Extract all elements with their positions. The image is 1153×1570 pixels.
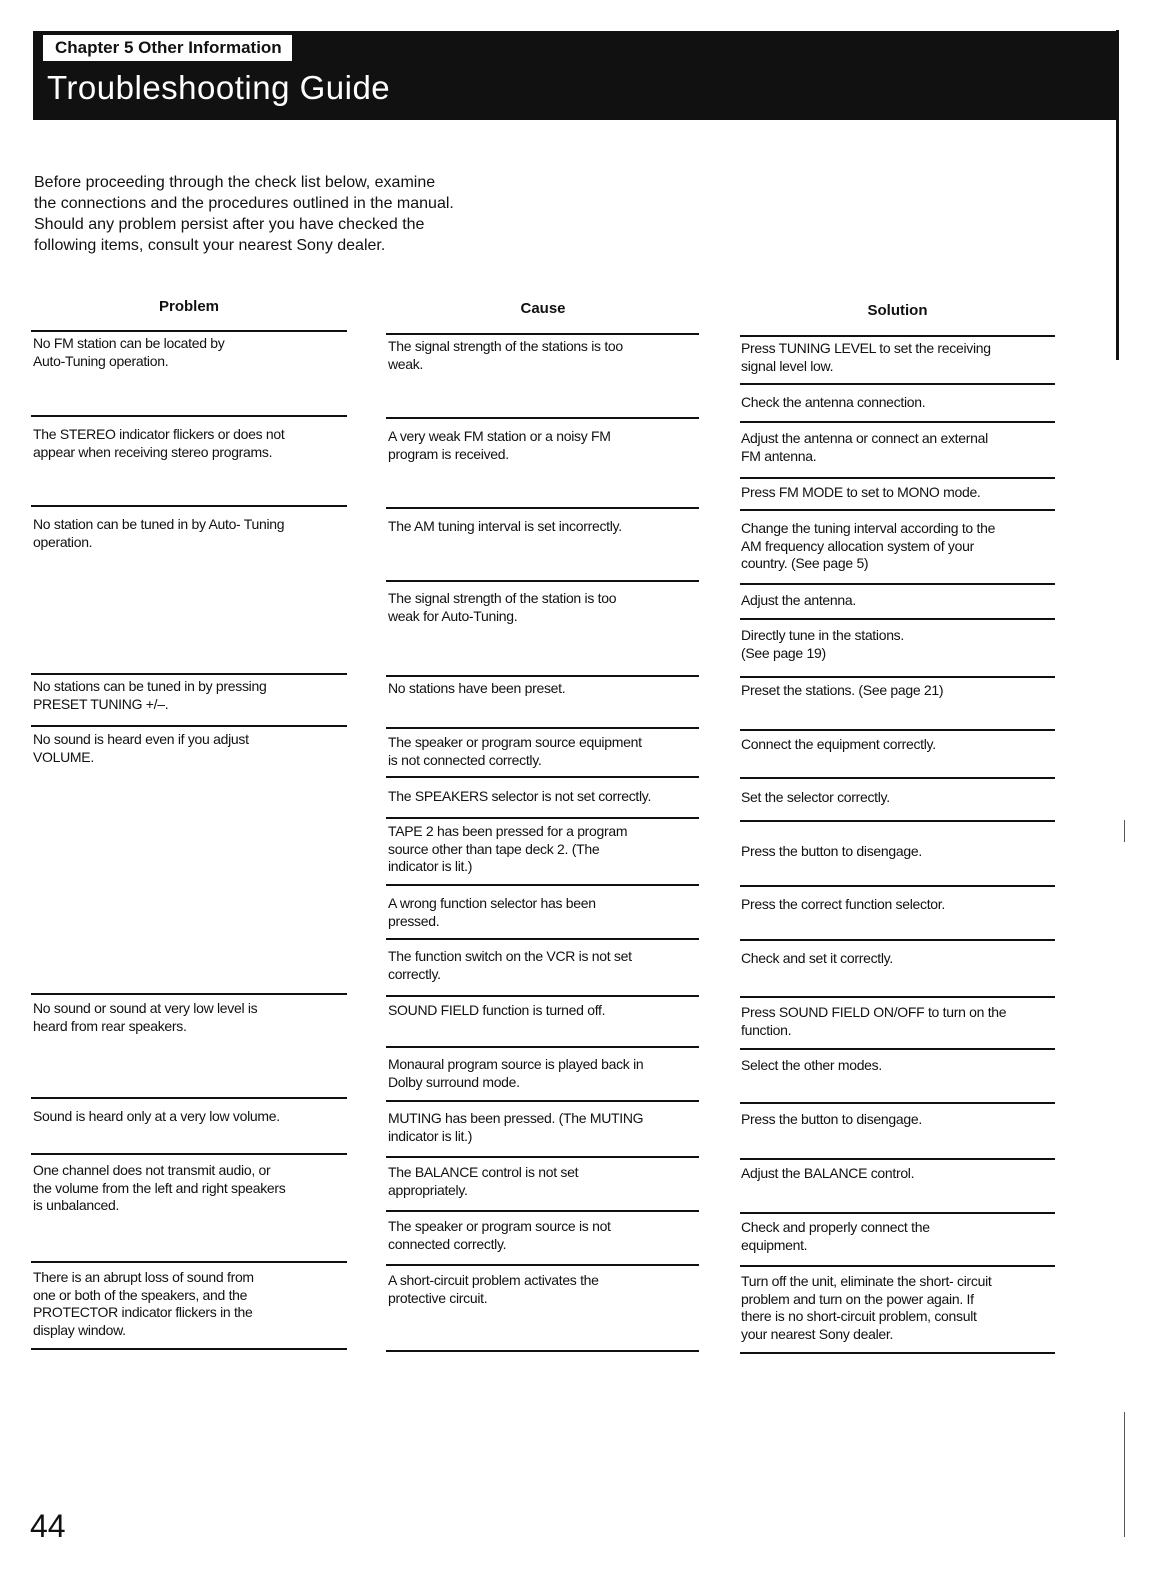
- edge-mark: [1124, 1412, 1125, 1537]
- solution-cell: Turn off the unit, eliminate the short- circuit problem and turn on the power again. If there is no short-circuit problem, consult your nearest Sony dealer.: [741, 1273, 992, 1342]
- solution-rule: [740, 583, 1055, 585]
- problem-rule: [31, 993, 347, 995]
- solution-rule: [740, 335, 1055, 337]
- cause-rule: [386, 580, 699, 582]
- cause-rule: [386, 675, 699, 677]
- cause-rule: [386, 727, 699, 729]
- problem-cell: No stations can be tuned in by pressing PRESET TUNING +/–.: [33, 678, 267, 712]
- solution-rule: [740, 777, 1055, 779]
- page-number: 44: [30, 1508, 66, 1544]
- solution-cell: Adjust the antenna.: [741, 592, 856, 608]
- solution-cell: Press the button to disengage.: [741, 843, 922, 859]
- problem-rule: [31, 725, 347, 727]
- cause-rule: [386, 817, 699, 819]
- cause-cell: The signal strength of the station is too weak for Auto-Tuning.: [388, 590, 617, 624]
- solution-cell: Press the correct function selector.: [741, 896, 945, 912]
- solution-rule: [740, 820, 1055, 822]
- page-title: Troubleshooting Guide: [47, 69, 391, 106]
- cause-rule: [386, 1210, 699, 1212]
- cause-cell: Monaural program source is played back in Dolby surround mode.: [388, 1056, 644, 1090]
- cause-cell: The BALANCE control is not set appropriately.: [388, 1164, 579, 1198]
- problem-rule: [31, 505, 347, 507]
- column-header-problem: Problem: [158, 298, 219, 315]
- cause-cell: MUTING has been pressed. (The MUTING indicator is lit.): [388, 1110, 644, 1144]
- cause-rule: [386, 1046, 699, 1048]
- column-header-solution: Solution: [867, 302, 928, 319]
- cause-cell: No stations have been preset.: [388, 680, 566, 696]
- cause-cell: A short-circuit problem activates the protective circuit.: [388, 1272, 599, 1306]
- cause-rule: [386, 1264, 699, 1266]
- solution-rule: [740, 383, 1055, 385]
- solution-cell: Directly tune in the stations. (See page 19): [741, 627, 904, 661]
- solution-rule: [740, 939, 1055, 941]
- solution-cell: Set the selector correctly.: [741, 789, 890, 805]
- chapter-tab: [33, 35, 292, 61]
- solution-rule: [740, 1158, 1055, 1160]
- problem-cell: Sound is heard only at a very low volume.: [33, 1108, 280, 1124]
- problem-cell: No sound is heard even if you adjust VOLUME.: [33, 731, 249, 765]
- solution-rule: [740, 1265, 1055, 1267]
- cause-cell: The speaker or program source equipment is not connected correctly.: [388, 734, 642, 768]
- cause-rule: [386, 417, 699, 419]
- cause-cell: TAPE 2 has been pressed for a program source other than tape deck 2. (The indicator is lit.): [388, 823, 628, 874]
- solution-rule: [740, 1048, 1055, 1050]
- intro-paragraph: Before proceeding through the check list below, examine the connections and the procedures outlined in the manual. Should any problem persist after you have checked the following items, consult your nearest Sony dealer.: [34, 174, 454, 254]
- solution-rule: [740, 509, 1055, 511]
- cause-rule: [386, 1100, 699, 1102]
- solution-cell: Check the antenna connection.: [741, 394, 926, 410]
- solution-rule: [740, 1212, 1055, 1214]
- solution-rule: [740, 885, 1055, 887]
- cause-cell: The signal strength of the stations is too weak.: [388, 338, 623, 372]
- cause-cell: A wrong function selector has been pressed.: [388, 895, 596, 929]
- cause-rule: [386, 507, 699, 509]
- problem-cell: No FM station can be located by Auto-Tuning operation.: [33, 335, 225, 369]
- problem-cell: There is an abrupt loss of sound from one or both of the speakers, and the PROTECTOR indicator flickers in the display window.: [33, 1269, 254, 1338]
- cause-cell: A very weak FM station or a noisy FM program is received.: [388, 428, 611, 462]
- problem-cell: The STEREO indicator flickers or does not appear when receiving stereo programs.: [33, 426, 285, 460]
- solution-rule: [740, 618, 1055, 620]
- problem-rule: [31, 415, 347, 417]
- problem-rule: [31, 1348, 347, 1350]
- cause-cell: The AM tuning interval is set incorrectly.: [388, 518, 622, 534]
- edge-mark: [1124, 820, 1125, 842]
- cause-rule: [386, 1156, 699, 1158]
- problem-rule: [31, 673, 347, 675]
- column-header-cause: Cause: [520, 300, 566, 317]
- cause-rule: [386, 938, 699, 940]
- cause-rule: [386, 776, 699, 778]
- problem-rule: [31, 1097, 347, 1099]
- cause-cell: The speaker or program source is not connected correctly.: [388, 1218, 611, 1252]
- solution-cell: Press FM MODE to set to MONO mode.: [741, 484, 981, 500]
- solution-rule: [740, 996, 1055, 998]
- cause-rule: [386, 333, 699, 335]
- problem-rule: [31, 1261, 347, 1263]
- solution-cell: Press the button to disengage.: [741, 1111, 922, 1127]
- solution-cell: Check and set it correctly.: [741, 950, 893, 966]
- cause-cell: The function switch on the VCR is not set correctly.: [388, 948, 632, 982]
- solution-cell: Adjust the BALANCE control.: [741, 1165, 915, 1181]
- solution-cell: Change the tuning interval according to the AM frequency allocation system of your country. (See page 5): [741, 520, 996, 571]
- chapter-label: Chapter 5 Other Information: [55, 38, 282, 57]
- cause-rule: [386, 1350, 699, 1352]
- solution-cell: Press SOUND FIELD ON/OFF to turn on the function.: [741, 1004, 1007, 1038]
- cause-cell: The SPEAKERS selector is not set correctly.: [388, 788, 652, 804]
- solution-rule: [740, 1352, 1055, 1354]
- cause-rule: [386, 884, 699, 886]
- solution-cell: Select the other modes.: [741, 1057, 882, 1073]
- problem-rule: [31, 1153, 347, 1155]
- solution-cell: Check and properly connect the equipment.: [741, 1219, 930, 1253]
- chapter-header: [33, 31, 1117, 120]
- solution-rule: [740, 1102, 1055, 1104]
- cause-rule: [386, 995, 699, 997]
- solution-cell: Press TUNING LEVEL to set the receiving signal level low.: [741, 340, 991, 374]
- solution-rule: [740, 676, 1055, 678]
- solution-rule: [740, 421, 1055, 423]
- problem-cell: One channel does not transmit audio, or the volume from the left and right speakers is unbalanced.: [33, 1162, 286, 1213]
- solution-cell: Preset the stations. (See page 21): [741, 682, 944, 698]
- solution-cell: Adjust the antenna or connect an external FM antenna.: [741, 430, 988, 464]
- problem-cell: No sound or sound at very low level is heard from rear speakers.: [33, 1000, 258, 1034]
- solution-rule: [740, 729, 1055, 731]
- page-edge-bar: [1116, 30, 1119, 360]
- cause-cell: SOUND FIELD function is turned off.: [388, 1002, 606, 1018]
- solution-rule: [740, 477, 1055, 479]
- solution-cell: Connect the equipment correctly.: [741, 736, 936, 752]
- problem-cell: No station can be tuned in by Auto- Tuning operation.: [33, 516, 285, 550]
- problem-rule: [31, 330, 347, 332]
